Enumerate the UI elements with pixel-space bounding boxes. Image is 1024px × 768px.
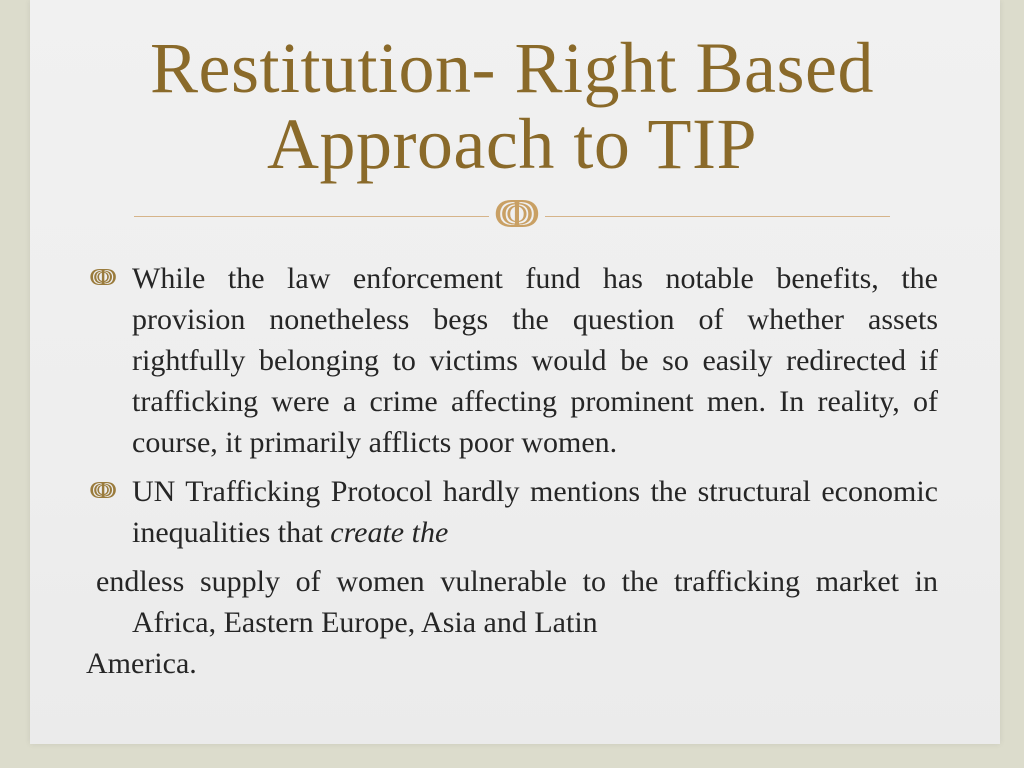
bullet-italic-text: create the xyxy=(330,516,449,549)
title-line-1: Restitution- Right Based xyxy=(150,28,874,108)
title-line-2: Approach to TIP xyxy=(266,104,758,184)
title-divider-right xyxy=(545,216,890,217)
slide-body xyxy=(88,258,938,684)
bullet-ornament-icon: ↈ xyxy=(90,478,117,504)
continuation-paragraph: endless supply of women vulnerable to the trafficking market in Africa, Eastern Europe, Asia and Latin xyxy=(96,565,938,639)
bullet-item xyxy=(88,471,938,553)
bullet-text: UN Trafficking Protocol hardly mentions the structural economic inequalities that xyxy=(132,475,938,549)
slide-title xyxy=(0,30,1024,182)
bullet-ornament-icon: ↈ xyxy=(90,265,117,291)
title-divider-left xyxy=(134,216,489,217)
final-line: America. xyxy=(86,647,197,680)
bullet-text: While the law enforcement fund has notable benefits, the provision nonetheless begs the question of whether assets rightfully belonging to victims would be so easily redirected if trafficking were a crime affecting prominent men. In reality, of course, it primarily afflicts poor women. xyxy=(132,262,938,459)
bullet-item xyxy=(88,258,938,463)
ornament-icon: ↈ xyxy=(495,191,539,236)
